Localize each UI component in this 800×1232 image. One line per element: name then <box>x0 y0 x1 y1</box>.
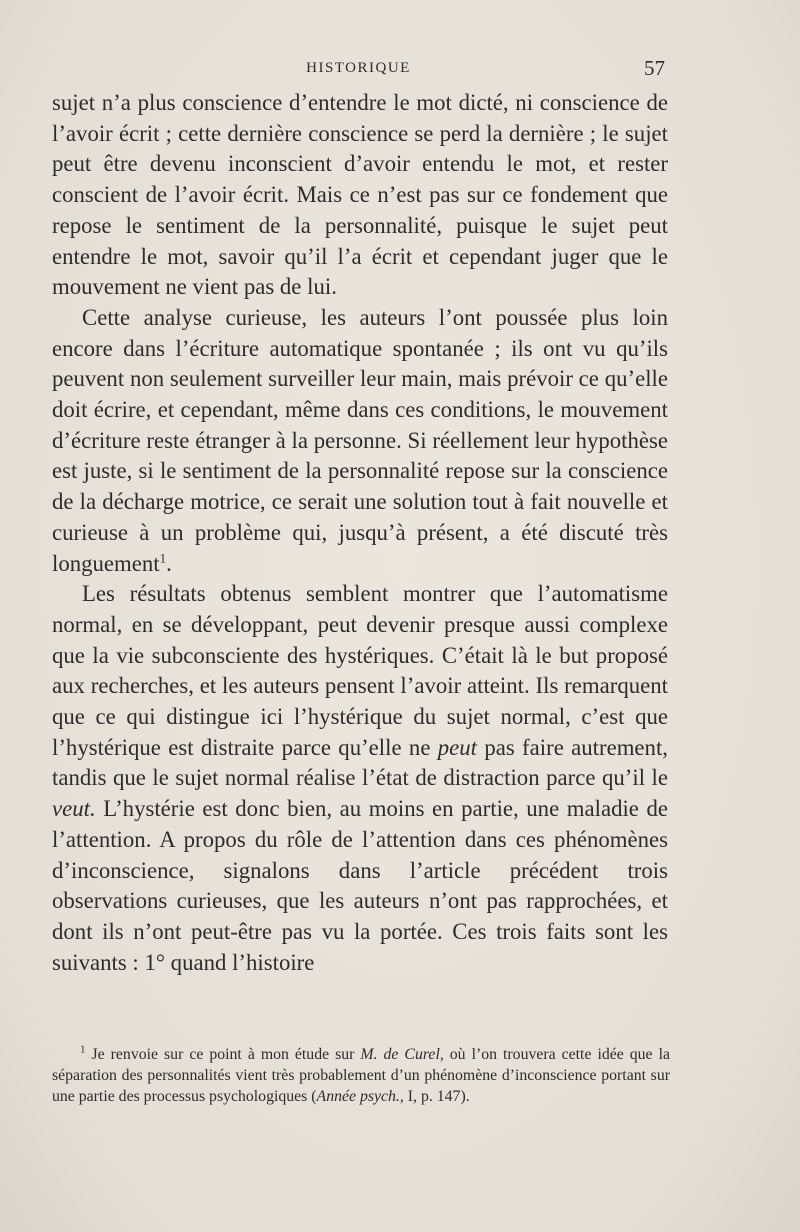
emphasis-veut: veut. <box>52 796 96 822</box>
body-text <box>52 88 668 978</box>
footnote <box>52 1044 670 1108</box>
footnote-emphasis-author: M. de Curel, <box>360 1046 444 1063</box>
paragraph-3 <box>52 579 668 978</box>
paragraph-2: Cette analyse curieuse, les auteurs l’ont poussée plus loin encore dans l’écriture automatique spontanée ; ils ont vu qu’ils peuvent non seulement surveiller leur main, mais prévoir ce qu’elle doit écrire, et cependant, même dans ces conditions, le mouvement d’écriture reste étranger à la personne. Si réellement leur hypothèse est juste, si le sentiment de la personnalité repose sur la conscience de la décharge motrice, ce serait une solution tout à fait nouvelle et curieuse à un problème qui, jusqu’à présent, a été discuté très longuement$^1$. <box>52 304 668 576</box>
paragraph-2-text: Cette analyse curieuse, les auteurs l’ont poussée plus loin encore dans l’écriture automatique spontanée ; ils ont vu qu’ils peuvent non seulement surveiller leur main, mais prévoir ce qu’elle doit écrire, et cependant, même dans ces conditions, le mouvement d’écriture reste étranger à la personne. Si réellement leur hypothèse est juste, si le sentiment de la personnalité repose sur la conscience de la décharge motrice, ce serait une solution tout à fait nouvelle et curieuse à un problème qui, jusqu’à présent, a été discuté très longuement <box>52 304 668 576</box>
running-head-title: HISTORIQUE <box>306 60 411 76</box>
page-number: 57 <box>644 56 665 80</box>
footnote-text-c: , I, p. 147). <box>399 1088 470 1106</box>
emphasis-peut: peut <box>437 734 478 760</box>
paragraph-1-text: sujet n’a plus conscience d’entendre le mot dicté, ni conscience de l’avoir écrit ; cette dernière conscience se perd la dernière ; le sujet peut être devenu inconscient d’avoir entendu le mot, et rester conscient de l’avoir écrit. Mais ce n’est pas sur ce fondement que repose le sentiment de la personnalité, puisque le sujet peut entendre le mot, savoir qu’il l’a écrit et cependant juger que le mouvement ne vient pas de lui. <box>52 90 668 300</box>
paragraph-3-text-a: Les résultats obtenus semblent montrer que l’automatisme normal, en se développant, peut devenir presque aussi complexe que la vie subconsciente des hystériques. C’était là le but proposé aux recherches, et les auteurs pensent l’avoir atteint. Ils remarquent que ce qui distingue ici l’hystérique du sujet normal, c’est que l’hystérique est distraite parce qu’elle ne <box>52 581 668 760</box>
footnote-number: 1 <box>80 1043 86 1056</box>
paragraph-3-text-b: pas faire autrement, tandis que le sujet normal réalise l’état de distraction parce qu’il le <box>52 734 668 791</box>
footnote-reference-marker[interactable]: 1 <box>159 549 167 565</box>
footnote-text-b: où l’on trouvera cette idée que la séparation des personnalités vient très probablement d’un phénomène d’inconscience portant sur une partie des processus psychologiques ( <box>52 1046 670 1106</box>
footnote-emphasis-journal: Année psych. <box>316 1088 400 1106</box>
paragraph-3-text-c: L’hystérie est donc bien, au moins en partie, une maladie de l’attention. A propos du rôle de l’attention dans ces phénomènes d’inconscience, signalons dans l’article précédent trois observations curieuses, que les auteurs n’ont pas rapprochées, et dont ils n’ont peut-être pas vu la portée. Ces trois faits sont les suivants : 1° quand l’histoire <box>52 796 668 975</box>
footnote-text-a: Je renvoie sur ce point à mon étude sur <box>91 1046 355 1063</box>
paragraph-1 <box>52 88 668 303</box>
running-head <box>52 56 665 82</box>
